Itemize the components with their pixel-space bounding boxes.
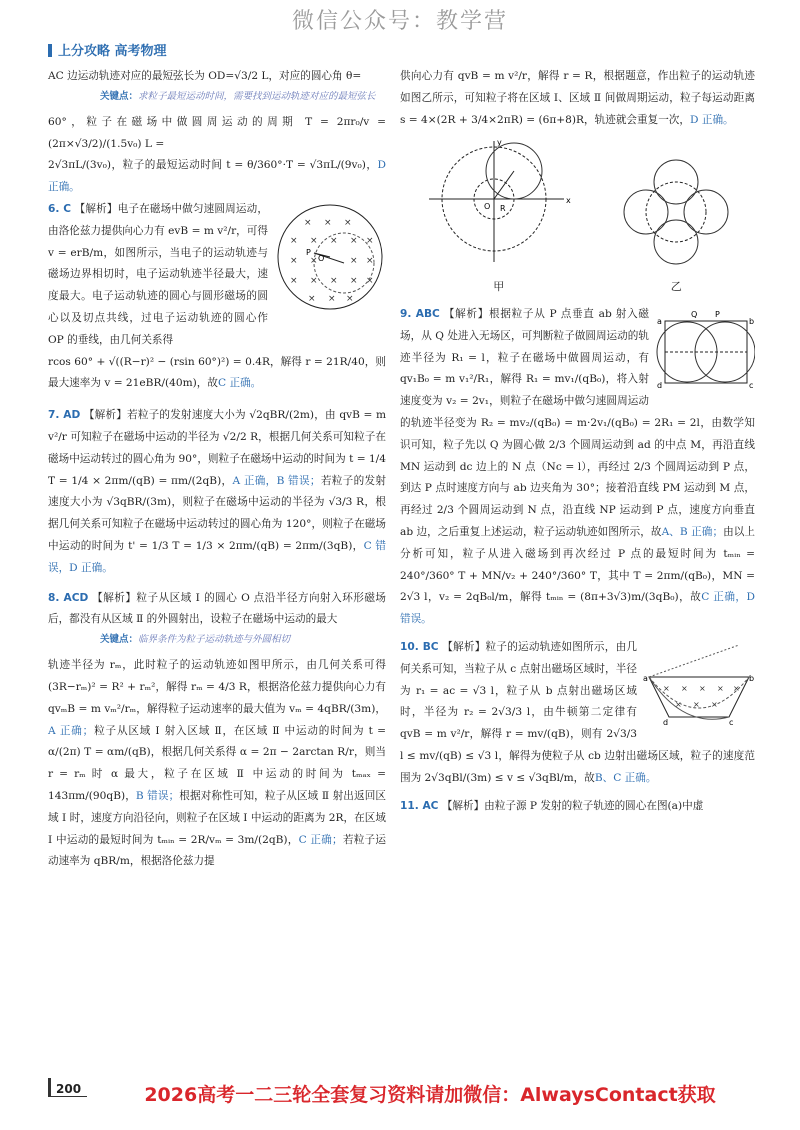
q11-text: 【解析】由粒子源 P 发射的粒子轨迹的圆心在图(a)中虚 — [441, 799, 704, 812]
svg-text:×: × — [324, 217, 332, 228]
svg-text:×: × — [308, 293, 316, 304]
svg-text:R: R — [499, 204, 506, 214]
svg-text:×: × — [328, 293, 336, 304]
svg-text:×: × — [675, 699, 682, 709]
header-title: 上分攻略 高考物理 — [58, 44, 167, 59]
q7-block — [48, 405, 386, 579]
svg-text:×: × — [330, 235, 338, 246]
svg-text:×: × — [366, 275, 374, 286]
page-number: 200 — [48, 1078, 87, 1097]
figure-yi-caption: 乙 — [670, 280, 682, 294]
svg-text:y: y — [496, 138, 502, 148]
figure-jia-caption: 甲 — [493, 280, 505, 294]
q8-figures — [400, 137, 755, 298]
left-p2: 60°，粒子在磁场中做圆周运动的周期 T = 2πr₀/v = (2π×√3/2)/(1.5v₀) L = — [48, 115, 386, 150]
q6-answer: C 正确。 — [218, 377, 262, 390]
svg-text:×: × — [693, 699, 700, 709]
q8-text-3: 粒子从区域 Ⅰ 射入区域 Ⅱ，在区域 Ⅱ 中运动的时间为 t = α/(2π) T = αm/(qB)，根据几何关系得 α = 2π − 2arctan R/r，则当 r = rₘ 时 α 最大，粒子在区域 Ⅱ 中运动的时间为 tₘₐₓ = 143πm/(90qB)， — [48, 724, 386, 802]
header-bar — [48, 44, 52, 57]
svg-text:c: c — [749, 380, 754, 390]
q8-text-1: 【解析】粒子从区域 Ⅰ 的圆心 O 点沿半径方向射入环形磁场后，都没有从区域 Ⅱ 的外圆射出，设粒子在磁场中运动的最大 — [48, 591, 386, 626]
left-p3-answer: D 正确。 — [48, 159, 386, 194]
svg-text:×: × — [681, 683, 688, 693]
svg-text:×: × — [344, 217, 352, 228]
tip-label: 关键点： — [100, 90, 139, 102]
right-column — [400, 66, 755, 817]
q8-answer-1: A 正确； — [48, 724, 94, 737]
tip-text: 求粒子最短运动时间，需要找到运动轨迹对应的最短弦长 — [138, 90, 376, 102]
tip-label-2: 关键点： — [100, 634, 139, 646]
svg-text:×: × — [310, 235, 318, 246]
figure-yi — [621, 157, 731, 298]
svg-text:×: × — [711, 699, 718, 709]
q7-number: 7. AD — [48, 409, 81, 422]
tip-box-1 — [100, 90, 386, 104]
q8-text-4: 根据对称性可知，粒子从区域 Ⅱ 射出返回区域 Ⅰ 时，速度方向沿径向，则粒子在区域 Ⅰ 中运动的距离为 2R，在区域 Ⅰ 中运动的最短时间为 tₘᵢₙ = 2R/vₘ = 3m/(2qB)， — [48, 789, 386, 846]
q10-answer: B、C 正确。 — [594, 771, 657, 784]
svg-text:O: O — [483, 202, 491, 212]
left-p3-text: 2√3πL/(3v₀)，粒子的最短运动时间 t = θ/360°·T = √3πL/(9v₀)， — [48, 159, 378, 172]
svg-text:c: c — [729, 717, 734, 725]
svg-text:d: d — [657, 380, 663, 390]
svg-text:×: × — [350, 255, 358, 266]
svg-text:×: × — [663, 683, 670, 693]
left-column — [48, 66, 386, 873]
q9-text-2: 由以上分析可知，粒子从进入磁场到再次经过 P 点的最短时间为 tₘᵢₙ = 240°/360° T + MN/v₂ + 240°/360° T，其中 T = 2πm/(qB₀)，MN = 2√3 l，v₂ = 2qB₀l/m，解得 tₘᵢₙ = (8π+3√3)m/(3qB₀)，故 — [400, 525, 756, 604]
svg-text:a: a — [657, 316, 662, 326]
svg-text:x: x — [565, 196, 571, 206]
q9-answer-end: C 正确，D 错误。 — [400, 591, 755, 626]
q9-answer-mid: A、B 正确； — [661, 525, 724, 538]
q10-text: 【解析】粒子的运动轨迹如图所示，由几何关系可知，当粒子从 c 点射出磁场区域时，半径为 r₁ = ac = √3 l，粒子从 b 点射出磁场区域时，半径为 r₂ = 2√3/3 l，由牛顿第二定律有 qvB = m v²/r，解得 r = mv/(qB)，则有 2√3/3 l ≤ mv/(qB) ≤ √3 l，解得为使粒子从 cb 边射出磁场区域，粒子的速度范围为 2√3qBl/(3m) ≤ v ≤ √3qBl/m，故 — [400, 640, 755, 784]
q7-text-1: 【解析】若粒子的发射速度大小为 √2qBR/(2m)，由 qvB = m v²/r 可知粒子在磁场中运动的半径为 √2/2 R，根据几何关系可知粒子在磁场中运动转过的圆心角为 90°，则粒子在磁场中运动的时间为 t = 1/4 T = 1/4 × 2πm/(qB) = πm/(2qB)， — [48, 409, 386, 487]
right-p1-text: 供向心力有 qvB = m v²/r，解得 r = R，根据题意，作出粒子的运动轨迹如图乙所示，可知粒子将在区域 Ⅰ、区域 Ⅱ 间做周期运动，粒子每运动距离 s = 4×(2R + 3/4×2πR) = (6π+8)R，轨迹就会重复一次， — [400, 70, 755, 126]
svg-text:Q: Q — [691, 309, 698, 319]
svg-text:×: × — [699, 683, 706, 693]
q10-block — [400, 637, 755, 790]
svg-text:×: × — [366, 255, 374, 266]
q8-answer-3: C 正确； — [298, 833, 343, 846]
q8-number: 8. ACD — [48, 591, 89, 604]
q6-block — [48, 199, 386, 352]
q9-number: 9. ABC — [400, 307, 440, 320]
q8-text-5: 若粒子运动速率为 qBR/m，根据洛伦兹力提 — [48, 833, 386, 868]
svg-text:×: × — [366, 235, 374, 246]
svg-text:×: × — [290, 255, 298, 266]
top-watermark: 微信公众号：教学营 — [291, 9, 508, 34]
q7-answer-mid: A 正确，B 错误； — [232, 474, 321, 487]
q7-answer-end: C 错误，D 正确。 — [48, 539, 386, 574]
svg-text:b: b — [749, 316, 755, 326]
svg-text:P: P — [715, 309, 720, 319]
svg-text:a: a — [643, 673, 648, 683]
svg-text:b: b — [749, 673, 755, 683]
q10-number: 10. BC — [400, 640, 439, 653]
svg-text:×: × — [290, 275, 298, 286]
svg-text:P: P — [306, 247, 311, 257]
q9-text-1: 【解析】根据粒子从 P 点垂直 ab 射入磁场，从 Q 处进入无场区，可判断粒子做圆周运动的轨迹半径为 R₁ = l，粒子在磁场中做圆周运动，有 qv₁B₀ = m v₁²/R₁，解得 R₁ = mv₁/(qB₀)，将入射速度变为 v₂ = 2v₁，则粒子在磁场中做匀速圆周运动的轨迹半径变为 R₂ = mv₂/(qB₀) = m·2v₁/(qB₀) = 2R₁ = 2l，由数学知识可知，粒子先以 Q 为圆心做 2/3 个圆周运动到 ad 的中点 M，再沿直线 MN 运动到 dc 边上的 N 点（Nc = l），再经过 2/3 个圆周运动到 P 点，到达 P 点时速度方向与 ab 边夹角为 30°；接着沿直线 PM 运动到 M 点，再经过 2/3 个圆周运动到 N 点，沿直线 NP 运动到 P 点，速度方向垂直 ab 边，之后重复上述运动，粒子运动轨迹如图所示，故 — [400, 307, 755, 538]
q6-text: 【解析】电子在磁场中做匀速圆周运动，由洛伦兹力提供向心力有 evB = m v²/r，可得 v = erB/m，如图所示，当电子的运动轨迹与磁场边界相切时，电子运动轨迹半径最大，速度最大。电子运动轨迹的圆心与圆形磁场的圆心以及切点共线，过电子运动轨迹的圆心作 OP 的垂线，由几何关系得 — [48, 202, 269, 346]
book-header — [48, 40, 167, 59]
promo-banner: 2026高考一二三轮全套复习资料请加微信：AlwaysContact获取 — [144, 1084, 716, 1106]
svg-text:×: × — [330, 275, 338, 286]
right-p1-answer: D 正确。 — [689, 113, 734, 126]
svg-text:×: × — [304, 217, 312, 228]
svg-text:×: × — [290, 235, 298, 246]
q6-text-2: rcos 60° + √((R−r)² − (rsin 60°)²) = 0.4R，解得 r = 21R/40，则最大速率为 v = 21eBR/(40m)，故 — [48, 355, 386, 390]
svg-text:×: × — [733, 683, 740, 693]
q10-trapezoid-figure — [643, 639, 755, 725]
q9-block — [400, 304, 755, 631]
left-p3 — [48, 155, 386, 199]
q11-block — [400, 796, 755, 818]
figure-jia — [424, 137, 574, 298]
tip-text-2: 临界条件为粒子运动轨迹与外圆相切 — [138, 634, 291, 646]
q8-answer-2: B 错误； — [135, 789, 180, 802]
svg-text:×: × — [310, 255, 318, 266]
figure-jia-diagram — [424, 137, 574, 267]
svg-text:×: × — [346, 293, 354, 304]
left-p1: AC 边运动轨迹对应的最短弦长为 OD=√3/2 L，对应的圆心角 θ= — [48, 70, 362, 82]
svg-text:O: O — [318, 253, 325, 263]
svg-text:×: × — [717, 683, 724, 693]
q8-block-2 — [48, 655, 386, 873]
q11-number: 11. AC — [400, 799, 439, 812]
q6-number: 6. C — [48, 202, 72, 215]
svg-text:×: × — [350, 275, 358, 286]
q8-text-2: 轨迹半径为 rₘ，此时粒子的运动轨迹如图甲所示，由几何关系可得 (3R−rₘ)² = R² + rₘ²，解得 rₘ = 4/3 R，根据洛伦兹力提供向心力有 qvₘB = m vₘ²/rₘ，解得粒子运动速率的最大值为 vₘ = 4qBR/(3m)， — [48, 659, 386, 715]
q6-magnetic-field-figure — [274, 201, 386, 313]
svg-text:d: d — [663, 717, 669, 725]
svg-text:×: × — [350, 235, 358, 246]
right-p1 — [400, 66, 755, 131]
q9-rectangle-figure — [655, 306, 755, 396]
tip-box-2 — [100, 633, 386, 647]
q6-block-2 — [48, 352, 386, 396]
figure-yi-diagram — [621, 157, 731, 267]
q8-block — [48, 588, 386, 632]
svg-text:×: × — [310, 275, 318, 286]
q7-text-2: 若粒子的发射速度大小为 √3qBR/(3m)，则粒子在磁场中运动的半径为 √3/3 R，根据几何关系可知粒子在磁场中运动转过的圆心角为 120°，则粒子在磁场中运动的时间为 t' = 1/3 T = 1/3 × 2πm/(qB) = 2πm/(3qB)， — [48, 474, 387, 552]
